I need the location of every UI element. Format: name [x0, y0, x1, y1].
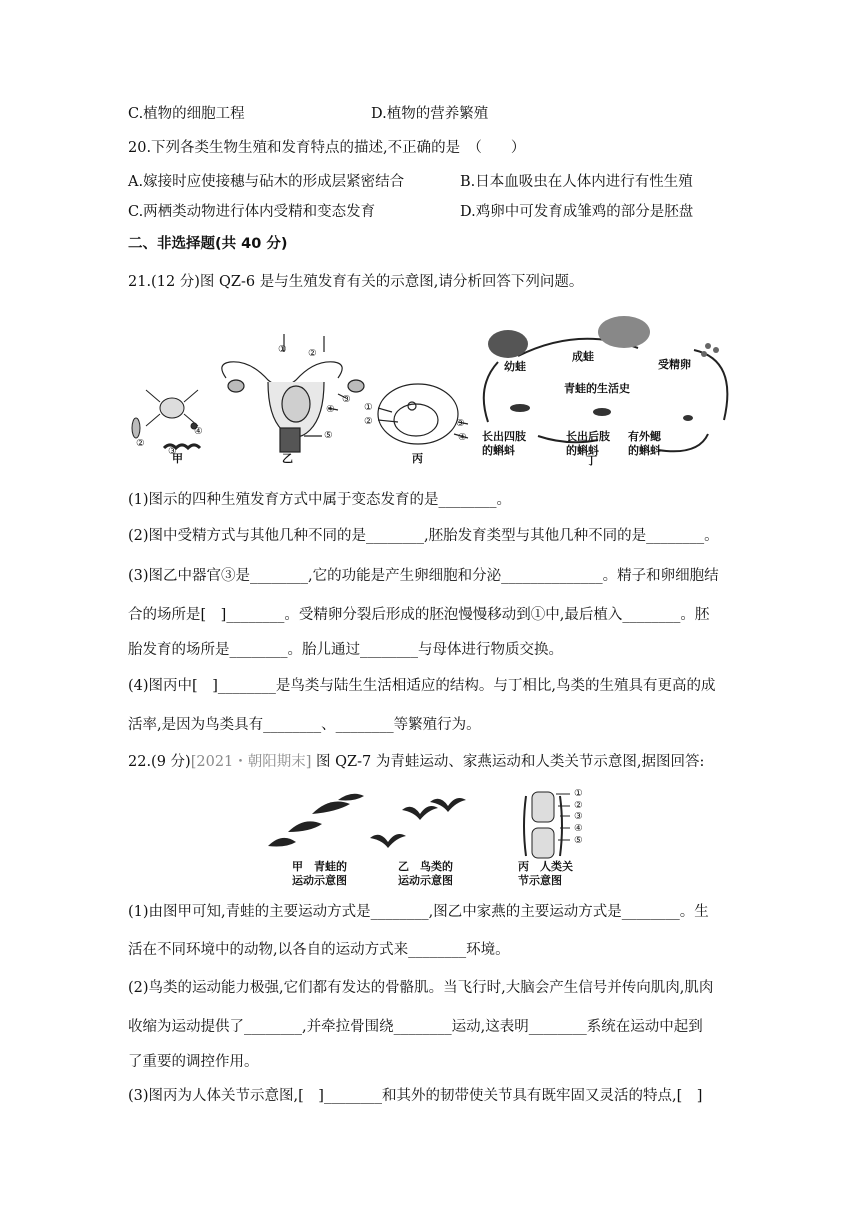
fig6-label-jia: 甲 [172, 452, 183, 465]
fig7-caption-yi-1: 乙 鸟类的 [398, 860, 453, 873]
q20-option-b: B.日本血吸虫在人体内进行有性生殖 [460, 174, 693, 190]
fig7-caption-bing-2: 节示意图 [518, 874, 562, 887]
q22-part2-line1: (2)鸟类的运动能力极强,它们都有发达的骨骼肌。当飞行时,大脑会产生信号并传向肌肉,肌肉 [128, 980, 714, 996]
fig6-label-sizhi-2: 的蝌蚪 [482, 444, 515, 457]
fig7-caption-bing-1: 丙 人类关 [518, 860, 573, 873]
fig6-label-houzhi-1: 长出后肢 [566, 430, 610, 443]
q21-part3-line1: (3)图乙中器官③是________,它的功能是产生卵细胞和分泌______________。精子和卵细胞结 [128, 568, 719, 584]
fig7-num-5: ⑤ [574, 835, 583, 846]
fig6-label-ding: 丁 [586, 454, 597, 467]
fig6-yi-num-4: ④ [326, 404, 335, 415]
fig7-num-4: ④ [574, 823, 583, 834]
joint-figure [524, 792, 570, 858]
fig7-caption-yi-2: 运动示意图 [398, 874, 453, 887]
frog-motion-figure [268, 794, 364, 847]
q21-part4-line2: 活率,是因为鸟类具有________、________等繁殖行为。 [128, 717, 481, 733]
q19-option-c: C.植物的细胞工程 [128, 106, 245, 122]
fig6-bing-num-2: ② [364, 416, 373, 427]
fig7-caption-jia-1: 甲 青蛙的 [292, 860, 347, 873]
fig6-label-bing: 丙 [412, 452, 423, 465]
q21-part4-line1: (4)图丙中[ ]________是鸟类与陆生生活相适应的结构。与丁相比,鸟类的生殖具有更高的成 [128, 678, 716, 694]
q20-option-d: D.鸡卵中可发育成雏鸡的部分是胚盘 [460, 204, 694, 220]
fig6-yi-num-2: ② [308, 348, 317, 359]
fig6-label-houzhi-2: 的蝌蚪 [566, 444, 599, 457]
fig6-jia-num-3: ③ [168, 446, 177, 457]
bird-motion-figure [370, 798, 466, 848]
fig6-label-youwa: 幼蛙 [504, 360, 526, 373]
fig6-jia-num-4: ④ [194, 426, 203, 437]
fig6-yi-num-3: ③ [342, 394, 351, 405]
fig7-num-3: ③ [574, 811, 583, 822]
q22-part2-line2: 收缩为运动提供了________,并牵拉骨围绕________运动,这表明________系统在运动中起到 [128, 1019, 703, 1035]
q22-part1-line2: 活在不同环境中的动物,以各自的运动方式来________环境。 [128, 942, 510, 958]
q20-stem: 20.下列各类生物生殖和发育特点的描述,不正确的是 （ ） [128, 140, 526, 156]
q22-part1-line1: (1)由图甲可知,青蛙的主要运动方式是________,图乙中家燕的主要运动方式是________。生 [128, 904, 709, 920]
fig6-label-shoujingluan: 受精卵 [658, 358, 691, 371]
q22-stem [128, 752, 704, 772]
fig6-label-waisai-2: 的蝌蚪 [628, 444, 661, 457]
q19-option-d: D.植物的营养繁殖 [371, 106, 489, 122]
fig6-label-sizhi-1: 长出四肢 [482, 430, 526, 443]
q22-part2-line3: 了重要的调控作用。 [128, 1054, 259, 1070]
uterus-figure [222, 334, 364, 452]
fig7-num-1: ① [574, 788, 583, 799]
fig6-yi-num-1: ① [278, 344, 287, 355]
fig6-bing-num-1: ① [364, 402, 373, 413]
q20-option-c: C.两栖类动物进行体内受精和变态发育 [128, 204, 376, 220]
q22-source-tag: [2021・朝阳期末] [190, 754, 312, 770]
q21-part3-line2: 合的场所是[ ]________。受精卵分裂后形成的胚泡慢慢移动到①中,最后植入________。胚 [128, 607, 710, 623]
egg-figure [378, 384, 468, 444]
fig6-bing-num-4: ④ [458, 432, 467, 443]
fig6-label-center: 青蛙的生活史 [564, 382, 630, 395]
q21-part2: (2)图中受精方式与其他几种不同的是________,胚胎发育类型与其他几种不同的是________。 [128, 528, 719, 544]
fig6-label-chengwa: 成蛙 [572, 350, 594, 363]
q21-stem: 21.(12 分)图 QZ-6 是与生殖发育有关的示意图,请分析回答下列问题。 [128, 274, 584, 290]
q20-option-a: A.嫁接时应使接穗与砧木的形成层紧密结合 [128, 174, 405, 190]
figure-qz6 [128, 316, 738, 466]
fig7-caption-jia-2: 运动示意图 [292, 874, 347, 887]
q22-part3: (3)图丙为人体关节示意图,[ ]________和其外的韧带使关节具有既牢固又灵活的特点,[ ] [128, 1088, 703, 1104]
q21-part3-line3: 胎发育的场所是________。胎儿通过________与母体进行物质交换。 [128, 642, 563, 658]
fig6-yi-num-5: ⑤ [324, 430, 333, 441]
q21-part1: (1)图示的四种生殖发育方式中属于变态发育的是________。 [128, 492, 512, 508]
figure-qz7 [260, 786, 600, 890]
section-heading: 二、非选择题(共 40 分) [128, 236, 288, 252]
q22-stem-text: 图 QZ-7 为青蛙运动、家燕运动和人类关节示意图,据图回答: [311, 754, 705, 770]
q22-stem-prefix: 22.(9 分) [128, 754, 191, 770]
fig6-label-yi: 乙 [282, 452, 293, 465]
fig6-label-waisai-1: 有外鳃 [628, 430, 661, 443]
fig7-num-2: ② [574, 800, 583, 811]
fig6-bing-num-3: ③ [456, 418, 465, 429]
fig6-jia-num-2: ② [136, 438, 145, 449]
